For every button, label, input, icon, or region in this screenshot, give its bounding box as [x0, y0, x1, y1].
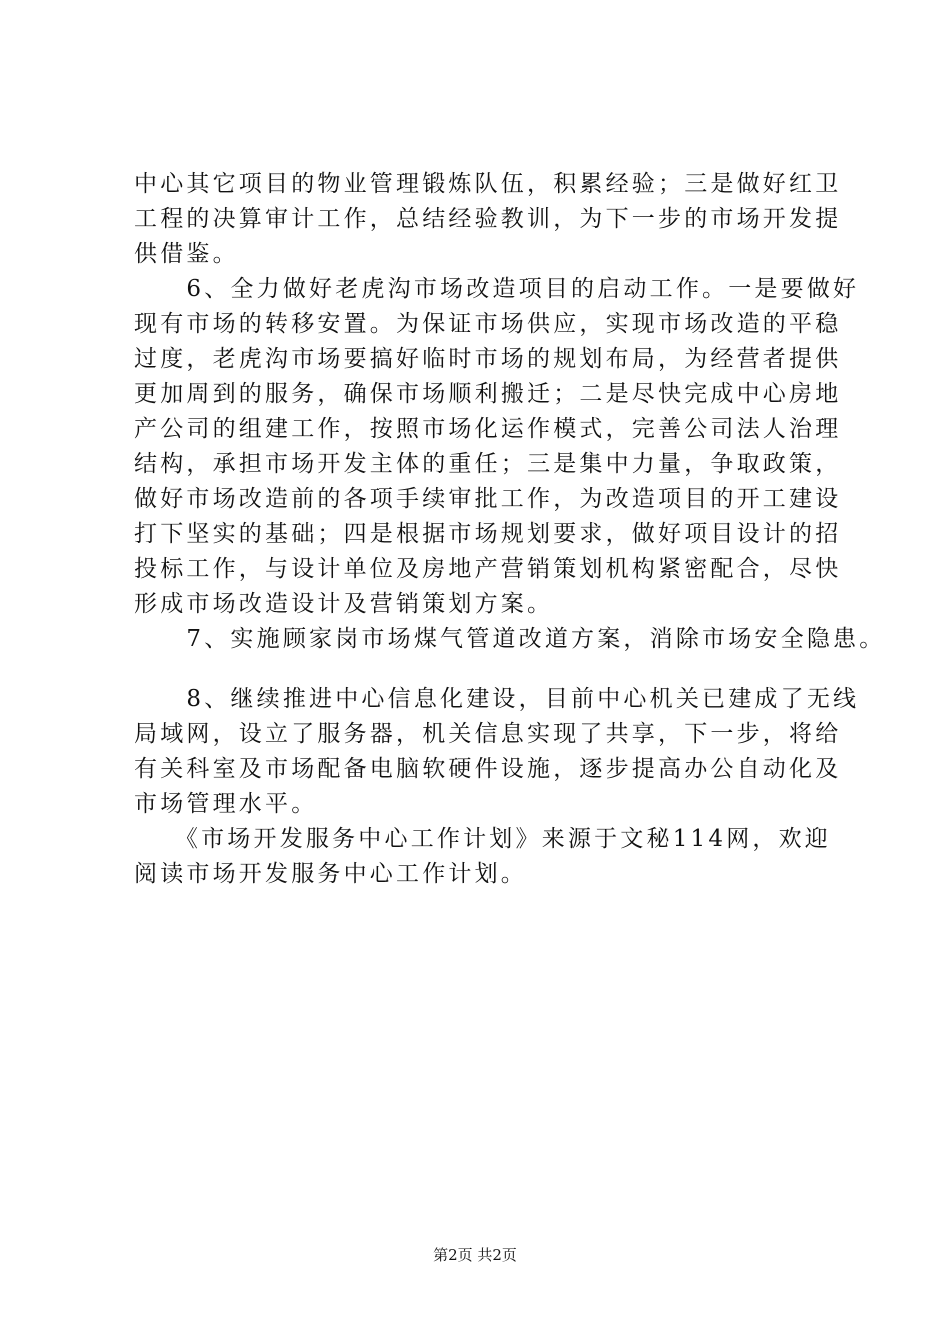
text-line: 做好市场改造前的各项手续审批工作，为改造项目的开工建设 — [134, 486, 842, 512]
text-line: 产公司的组建工作，按照市场化运作模式，完善公司法人治理 — [134, 416, 842, 442]
text-line: 现有市场的转移安置。为保证市场供应，实现市场改造的平稳 — [134, 311, 842, 337]
text-line: 阅读市场开发服务中心工作计划。 — [134, 861, 527, 887]
text-line: 局域网，设立了服务器，机关信息实现了共享，下一步，将给 — [134, 721, 842, 747]
text-line: 更加周到的服务，确保市场顺利搬迁；二是尽快完成中心房地 — [134, 381, 842, 407]
text-line: 8、继续推进中心信息化建设，目前中心机关已建成了无线 — [134, 686, 860, 712]
page-number-footer: 第2页 共2页 — [433, 1246, 517, 1264]
text-line: 有关科室及市场配备电脑软硬件设施，逐步提高办公自动化及 — [134, 756, 842, 782]
paragraph-gap — [134, 657, 834, 682]
text-line: 打下坚实的基础；四是根据市场规划要求，做好项目设计的招 — [134, 521, 842, 547]
text-line: 形成市场改造设计及营销策划方案。 — [134, 591, 554, 617]
text-line: 中心其它项目的物业管理锻炼队伍，积累经验；三是做好红卫 — [134, 171, 842, 197]
text-line: 7、实施顾家岗市场煤气管道改道方案，消除市场安全隐患。 — [134, 626, 886, 652]
document-body — [134, 167, 886, 892]
text-line: 市场管理水平。 — [134, 791, 318, 817]
text-line: 结构，承担市场开发主体的重任；三是集中力量，争取政策， — [134, 451, 842, 477]
text-line: 投标工作，与设计单位及房地产营销策划机构紧密配合，尽快 — [134, 556, 842, 582]
text-line: 6、全力做好老虎沟市场改造项目的启动工作。一是要做好 — [134, 276, 860, 302]
text-line: 《市场开发服务中心工作计划》来源于文秘114网，欢迎 — [134, 826, 831, 852]
text-line: 工程的决算审计工作，总结经验教训，为下一步的市场开发提 — [134, 206, 842, 232]
text-line: 过度，老虎沟市场要搞好临时市场的规划布局，为经营者提供 — [134, 346, 842, 372]
text-line: 供借鉴。 — [134, 241, 239, 267]
